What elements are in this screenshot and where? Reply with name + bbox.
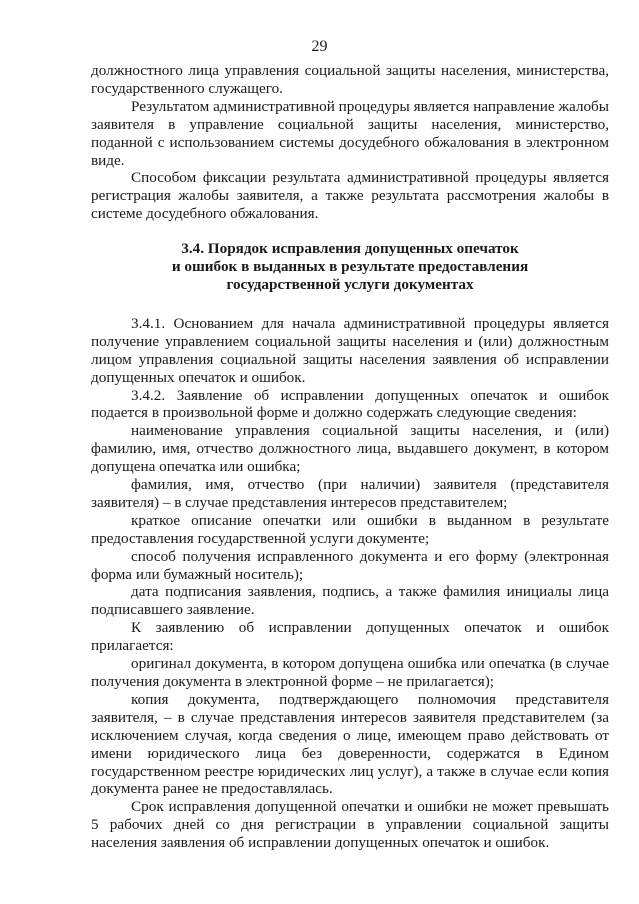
paragraph: 3.4.1. Основанием для начала административной процедуры является получение управлением социальной защиты населения и (или) должностным лицом управления социальной защиты населения заявления об исправлении допущенных опечаток и ошибок.: [91, 314, 609, 386]
paragraph: наименование управления социальной защиты населения, и (или) фамилию, имя, отчество должностного лица, выдавшего документ, в котором допущена опечатка или ошибка;: [91, 422, 609, 476]
paragraph: фамилия, имя, отчество (при наличии) заявителя (представителя заявителя) – в случае представления интересов представителем;: [91, 476, 609, 511]
paragraph: 3.4.2. Заявление об исправлении допущенных опечаток и ошибок подается в произвольной форме и должно содержать следующие сведения:: [91, 386, 609, 422]
paragraph: К заявлению об исправлении допущенных опечаток и ошибок прилагается:: [91, 619, 609, 655]
paragraph: копия документа, подтверждающего полномочия представителя заявителя, – в случае представления интересов заявителя представителем (за исключением случая, когда сведения о лице, имеющем право действовать от имени юридического лица без доверенности, содержатся в Едином государственном реестре юридических лиц услуг), а также в случае если копия документа ранее не предоставлялась.: [91, 690, 609, 798]
paragraph: должностного лица управления социальной защиты населения, министерства, государственного служащего.: [91, 62, 609, 97]
document-body: [91, 62, 609, 852]
section-heading: [91, 240, 609, 294]
section-heading-line: государственной услуги документах: [226, 275, 474, 293]
paragraph: способ получения исправленного документа и его форму (электронная форма или бумажный носитель);: [91, 547, 609, 583]
section-heading-line: и ошибок в выданных в результате предоставления: [171, 258, 529, 276]
paragraph: Срок исправления допущенной опечатки и ошибки не может превышать 5 рабочих дней со дня регистрации в управлении социальной защиты населения заявления об исправлении допущенных опечаток и ошибок.: [91, 798, 609, 852]
paragraph: краткое описание опечатки или ошибки в выданном в результате предоставления государственной услуги документе;: [91, 511, 609, 547]
section-heading-line: 3.4. Порядок исправления допущенных опечаток: [181, 240, 519, 258]
paragraph: дата подписания заявления, подпись, а также фамилия инициалы лица подписавшего заявление.: [91, 583, 609, 619]
paragraph: Способом фиксации результата административной процедуры является регистрация жалобы заявителя, а также результата рассмотрения жалобы в системе досудебного обжалования.: [91, 169, 609, 223]
paragraph: оригинал документа, в котором допущена ошибка или опечатка (в случае получения документа в электронной форме – не прилагается);: [91, 655, 609, 690]
paragraph: Результатом административной процедуры является направление жалобы заявителя в управление социальной защиты населения, министерство, поданной с использованием системы досудебного обжалования в электронном виде.: [91, 97, 609, 169]
page-number: 29: [311, 38, 328, 55]
